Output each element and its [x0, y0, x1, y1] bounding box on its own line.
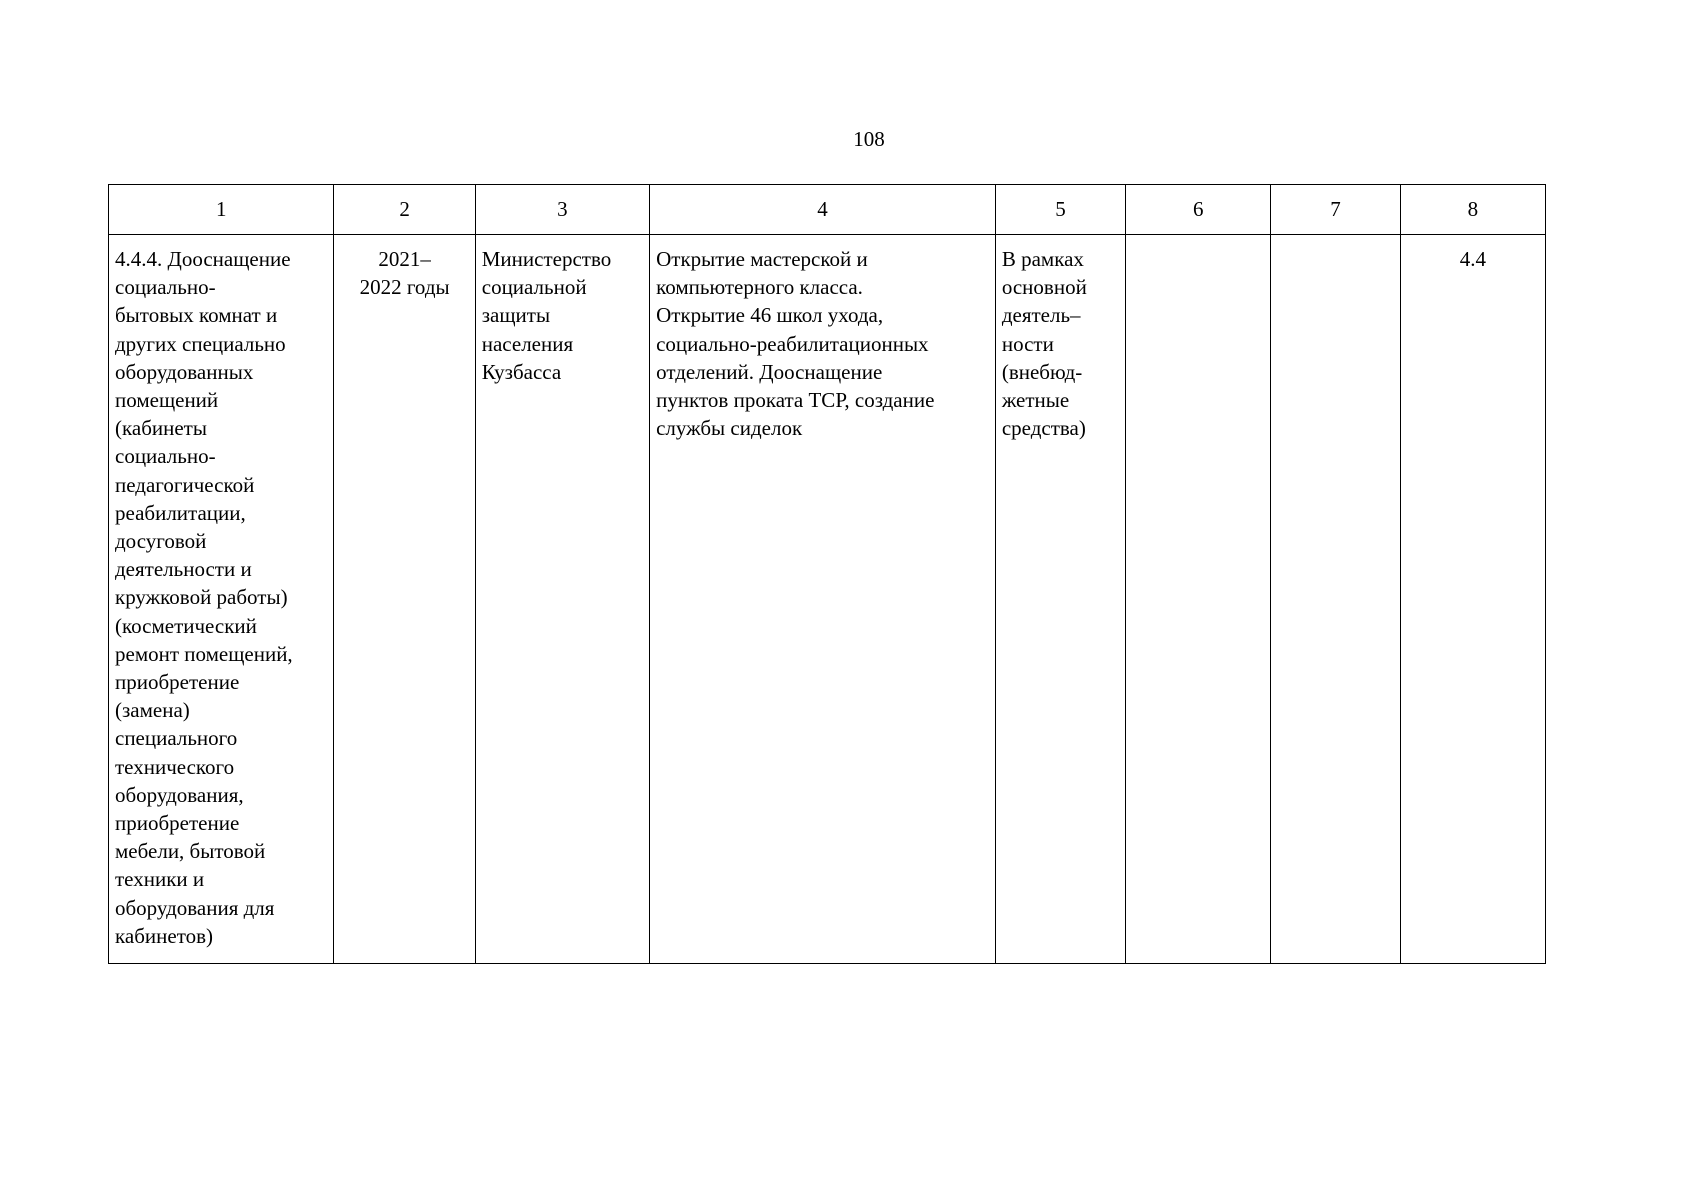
cell-col-6	[1126, 235, 1271, 964]
header-col-7: 7	[1271, 185, 1400, 235]
header-col-4: 4	[650, 185, 996, 235]
table-row	[109, 235, 1546, 964]
cell-indicator-ref: 4.4	[1400, 235, 1545, 964]
page-number: 108	[853, 127, 885, 151]
header-col-8: 8	[1400, 185, 1545, 235]
plan-table	[108, 184, 1546, 964]
cell-activity-name: 4.4.4. Дооснащение социально- бытовых комнат и других специально оборудованных помещений (кабинеты социально- педагогической реабилитации, досуговой деятельности и кружковой работы) (косметический ремонт помещений, приобретение (замена) специального технического оборудования, приобретение мебели, бытовой техники и оборудования для кабинетов)	[109, 235, 334, 964]
header-col-1: 1	[109, 185, 334, 235]
header-col-6: 6	[1126, 185, 1271, 235]
header-col-3: 3	[475, 185, 649, 235]
cell-expected-result: Открытие мастерской и компьютерного класса. Открытие 46 школ ухода, социально-реабилитационных отделений. Дооснащение пунктов проката ТСР, создание службы сиделок	[650, 235, 996, 964]
table-header-row	[109, 185, 1546, 235]
cell-period: 2021– 2022 годы	[334, 235, 475, 964]
cell-funding-source: В рамках основной деятель– ности (внебюд- жетные средства)	[995, 235, 1125, 964]
header-col-2: 2	[334, 185, 475, 235]
header-col-5: 5	[995, 185, 1125, 235]
cell-col-7	[1271, 235, 1400, 964]
cell-responsible: Министерство социальной защиты населения Кузбасса	[475, 235, 649, 964]
